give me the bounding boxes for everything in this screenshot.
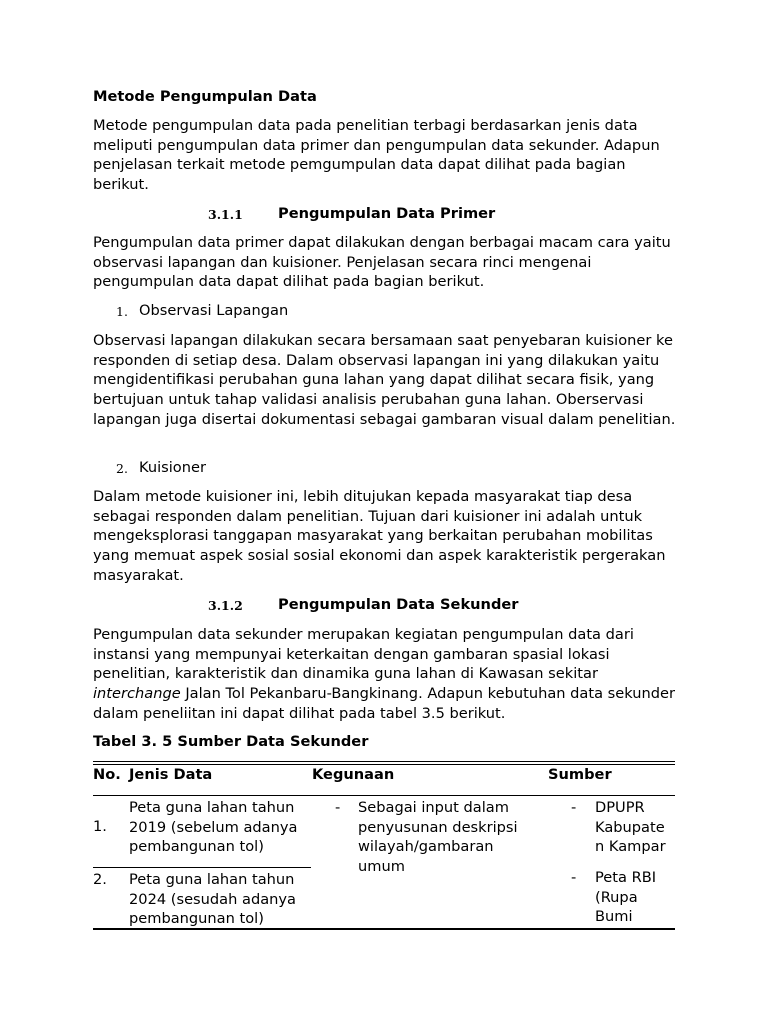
- sumber-1-bullet: -: [571, 799, 577, 816]
- observasi-paragraph: Observasi lapangan dilakukan secara bersamaan saat penyebaran kuisioner ke responden di setiap desa. Dalam observasi lapangan ini yang dilakukan yaitu mengidentifikasi perubahan guna lahan yang dapat dilihat secara fisik, yang bertujuan untuk tahap validasi analisis perubahan guna lahan. Oberservasi lapangan juga disertai dokumentasi sebagai gambaran visual dalam penelitian.: [93, 332, 676, 428]
- section-primer-title: Pengumpulan Data Primer: [278, 205, 496, 222]
- sumber-2-text: Peta RBI (Rupa Bumi: [595, 869, 657, 926]
- sekunder-text-part-2: Jalan Tol Pekanbaru-Bangkinang. Adapun kebutuhan data sekunder dalam peneliitan ini dapat dilihat pada tabel 3.5 berikut.: [93, 685, 675, 722]
- table-row-1-jenis: Peta guna lahan tahun 2019 (sebelum adanya pembangunan tol): [129, 799, 298, 856]
- table-header-jenis: Jenis Data: [129, 766, 213, 783]
- kegunaan-bullet: -: [335, 799, 341, 816]
- list-item-1-number: 1.: [116, 304, 128, 319]
- table-bottom-rule: [93, 928, 675, 930]
- section-primer-paragraph: Pengumpulan data primer dapat dilakukan dengan berbagai macam cara yaitu observasi lapangan dan kuisioner. Penjelasan secara rinci mengenai pengumpulan data dapat dilihat pada bagian berikut.: [93, 234, 671, 291]
- table-row-1-no: 1.: [93, 818, 107, 835]
- table-header-rule: [93, 795, 675, 796]
- sumber-2-bullet: -: [571, 869, 577, 886]
- list-item-2-number: 2.: [116, 461, 128, 476]
- page-heading: Metode Pengumpulan Data: [93, 88, 317, 105]
- sumber-1-text: DPUPR Kabupate n Kampar: [595, 799, 666, 856]
- table-row-2-no: 2.: [93, 871, 107, 888]
- kegunaan-text: Sebagai input dalam penyusunan deskripsi wilayah/gambaran umum: [358, 799, 518, 876]
- section-sekunder-title: Pengumpulan Data Sekunder: [278, 596, 519, 613]
- intro-paragraph: Metode pengumpulan data pada penelitian terbagi berdasarkan jenis data meliputi pengumpulan data primer dan pengumpulan data sekunder. Adapun penjelasan terkait metode pemgumpulan data dapat dilihat pada bagian berikut.: [93, 117, 660, 194]
- table-header-no: No.: [93, 766, 121, 783]
- table-row-divider: [93, 867, 311, 868]
- list-item-1-label: Observasi Lapangan: [139, 302, 289, 319]
- sekunder-text-part-1: Pengumpulan data sekunder merupakan kegiatan pengumpulan data dari instansi yang mempunyai keterkaitan dengan gambaran spasial lokasi penelitian, karakteristik dan dinamika guna lahan di Kawasan sekitar: [93, 626, 634, 683]
- table-caption: Tabel 3. 5 Sumber Data Sekunder: [93, 733, 369, 750]
- table-row-2-jenis: Peta guna lahan tahun 2024 (sesudah adanya pembangunan tol): [129, 871, 296, 928]
- sumber-data-table: [93, 760, 675, 932]
- kuisioner-paragraph: Dalam metode kuisioner ini, lebih ditujukan kepada masyarakat tiap desa sebagai responden dalam penelitian. Tujuan dari kuisioner ini adalah untuk mengeksplorasi tanggapan masyarakat yang berkaitan perubahan mobilitas yang memuat aspek sosial sosial ekonomi dan aspek karakteristik pergerakan masyarakat.: [93, 488, 666, 584]
- section-sekunder-paragraph: [93, 625, 678, 724]
- list-item-2-label: Kuisioner: [139, 459, 206, 476]
- section-primer-number: 3.1.1: [208, 207, 243, 222]
- table-header-sumber: Sumber: [548, 766, 612, 783]
- table-top-rule: [93, 761, 675, 762]
- table-header-kegunaan: Kegunaan: [312, 766, 395, 783]
- section-sekunder-number: 3.1.2: [208, 598, 243, 613]
- sekunder-text-italic: interchange: [93, 685, 181, 703]
